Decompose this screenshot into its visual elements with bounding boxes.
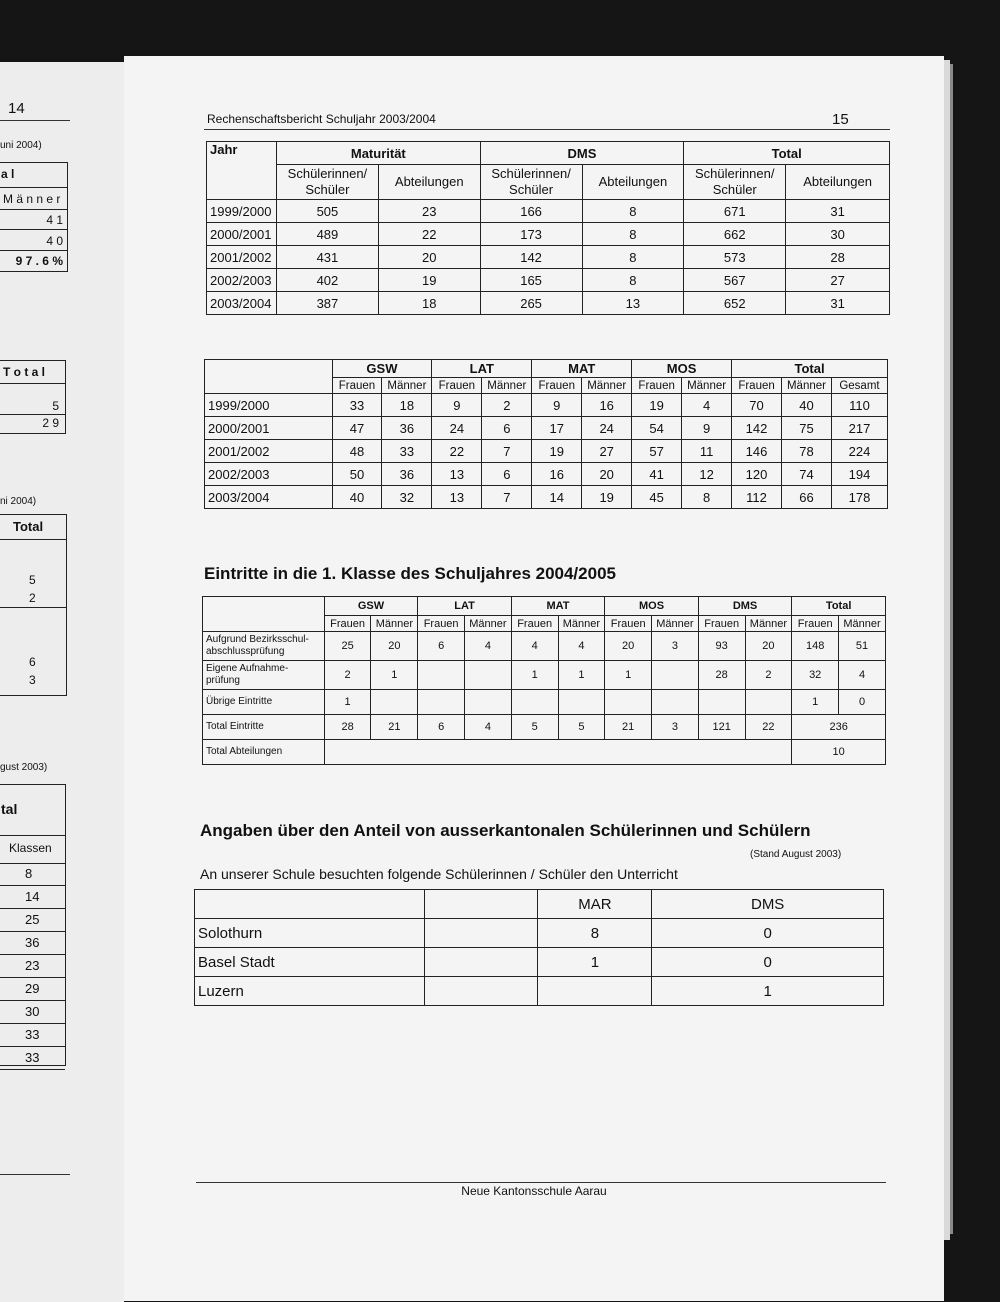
column-header (195, 890, 425, 919)
table-cell: 57 (632, 440, 682, 463)
stand-note: (Stand August 2003) (750, 849, 842, 860)
table-row (205, 440, 888, 463)
section-title-ausserkantonal: Angaben über den Anteil von ausserkantonalen Schülerinnen und Schülern (200, 821, 811, 840)
table-ausserkantonal (194, 889, 884, 1006)
table-cell: 505 (276, 200, 378, 223)
left-table-4 (0, 784, 66, 1066)
table-row (195, 977, 884, 1006)
table-cell: 6 (482, 417, 532, 440)
table-cell (465, 661, 512, 690)
group-total: Total (684, 142, 890, 165)
subheader-cell: Schülerinnen/ Schüler (276, 165, 378, 200)
table-cell: 27 (786, 269, 890, 292)
table-cell: 1 (558, 661, 605, 690)
left-klassen-value: 29 (0, 978, 65, 1001)
subheader-cell: Frauen (432, 378, 482, 394)
table-cell: 8 (582, 200, 684, 223)
table-cell: 27 (582, 440, 632, 463)
total-cell: 236 (792, 715, 886, 740)
table-cell: Solothurn (195, 919, 425, 948)
table-cell: 24 (432, 417, 482, 440)
table-cell: 3 (652, 632, 699, 661)
table-cell: 142 (732, 417, 782, 440)
table-cell: 2003/2004 (207, 292, 277, 315)
table-cell: 7 (482, 486, 532, 509)
subheader-cell: Abteilungen (378, 165, 480, 200)
table-row (207, 292, 890, 315)
table-cell: 146 (732, 440, 782, 463)
table-cell: 17 (532, 417, 582, 440)
left-footer-rule (0, 1174, 70, 1175)
subheader-cell: Schülerinnen/ Schüler (684, 165, 786, 200)
table-cell: 2000/2001 (205, 417, 333, 440)
table-cell: 8 (682, 486, 732, 509)
subheader-cell: Frauen (511, 616, 558, 632)
left-facing-page (0, 62, 124, 1302)
table-cell: 178 (831, 486, 887, 509)
row-label: Total Eintritte (203, 715, 325, 740)
footer-rule (196, 1182, 886, 1183)
table-abteilungen-geschlecht (204, 359, 888, 509)
group-header: GSW (332, 360, 432, 378)
table-cell: 1999/2000 (205, 394, 333, 417)
left-text: uni 2004) (0, 140, 42, 151)
left-klassen-value: 36 (0, 932, 65, 955)
table-row (207, 223, 890, 246)
subheader-cell: Frauen (632, 378, 682, 394)
subheader-cell: Frauen (792, 616, 839, 632)
left-text: 4 0 (46, 234, 63, 248)
table-cell: 45 (632, 486, 682, 509)
table-cell: 19 (632, 394, 682, 417)
table-cell: 4 (558, 632, 605, 661)
table-cell (424, 977, 538, 1006)
footer-text: Neue Kantonsschule Aarau (461, 1184, 607, 1198)
table-cell (745, 690, 792, 715)
table-cell: 8 (538, 919, 652, 948)
table-cell: 265 (480, 292, 582, 315)
subheader-cell: Frauen (324, 616, 371, 632)
table-cell: 23 (378, 200, 480, 223)
table-cell: 4 (465, 632, 512, 661)
table-cell: 2001/2002 (207, 246, 277, 269)
subheader-cell: Gesamt (831, 378, 887, 394)
table-cell: 5 (511, 715, 558, 740)
table-cell: 0 (652, 919, 884, 948)
table-cell: 28 (324, 715, 371, 740)
subheader-cell: Abteilungen (582, 165, 684, 200)
table-cell: 1 (371, 661, 418, 690)
table-cell: 32 (382, 486, 432, 509)
section-intro: An unserer Schule besuchten folgende Schülerinnen / Schüler den Unterricht (200, 866, 678, 882)
table-cell: 47 (332, 417, 382, 440)
table-cell: 120 (732, 463, 782, 486)
total-cell: 10 (792, 740, 886, 765)
subheader-cell: Männer (682, 378, 732, 394)
left-klassen-value: 30 (0, 1001, 65, 1024)
subheader-cell: Männer (382, 378, 432, 394)
subheader-cell: Männer (482, 378, 532, 394)
table-cell: 24 (582, 417, 632, 440)
table-cell: 22 (432, 440, 482, 463)
table-cell: 20 (745, 632, 792, 661)
table-cell: 8 (582, 223, 684, 246)
table-cell: 1 (792, 690, 839, 715)
left-text: 2 (29, 591, 36, 605)
group-maturitaet: Maturität (276, 142, 480, 165)
left-klassen-value: 33 (0, 1024, 65, 1047)
subheader-cell: Frauen (418, 616, 465, 632)
row-label: Übrige Eintritte (203, 690, 325, 715)
table-cell (511, 690, 558, 715)
table-cell: 6 (482, 463, 532, 486)
table-cell: 19 (582, 486, 632, 509)
table-cell: 36 (382, 463, 432, 486)
table-cell: 16 (582, 394, 632, 417)
table-cell: 671 (684, 200, 786, 223)
page-edge-shadow (950, 64, 953, 1234)
table-cell: 51 (839, 632, 886, 661)
section-title-eintritte: Eintritte in die 1. Klasse des Schuljahres 2004/2005 (204, 564, 616, 583)
table-cell: 112 (732, 486, 782, 509)
table-row (207, 246, 890, 269)
left-text: tal (1, 801, 18, 817)
left-text: Klassen (9, 841, 52, 855)
row-label: Total Abteilungen (203, 740, 325, 765)
table-cell: 567 (684, 269, 786, 292)
table-cell: 48 (332, 440, 382, 463)
left-text: 3 (29, 673, 36, 687)
table-cell: Luzern (195, 977, 425, 1006)
table-cell: 9 (432, 394, 482, 417)
column-header: MAR (538, 890, 652, 919)
table-cell: 173 (480, 223, 582, 246)
left-table-2 (0, 360, 66, 434)
table-cell: 93 (698, 632, 745, 661)
group-header: MOS (605, 597, 699, 616)
table-cell: 21 (371, 715, 418, 740)
table-cell (465, 690, 512, 715)
subheader-cell: Männer (465, 616, 512, 632)
table-cell: 13 (432, 463, 482, 486)
table-cell: 1 (652, 977, 884, 1006)
table-cell: 166 (480, 200, 582, 223)
table-cell: 18 (382, 394, 432, 417)
group-header: LAT (418, 597, 512, 616)
table-cell: 662 (684, 223, 786, 246)
table-cell: 121 (698, 715, 745, 740)
page-15 (124, 56, 944, 1301)
left-klassen-value: 8 (0, 863, 65, 886)
col-jahr: Jahr (207, 142, 277, 200)
table-cell: 13 (582, 292, 684, 315)
table-cell: 2 (324, 661, 371, 690)
table-cell: 1 (605, 661, 652, 690)
subheader-cell: Frauen (605, 616, 652, 632)
table-cell: 652 (684, 292, 786, 315)
left-text: 9 7 . 6 % (15, 254, 63, 268)
table-cell: 32 (792, 661, 839, 690)
table-cell: 2003/2004 (205, 486, 333, 509)
table-cell: 20 (378, 246, 480, 269)
table-row (205, 463, 888, 486)
table-cell: 4 (511, 632, 558, 661)
table-cell: 8 (582, 269, 684, 292)
table-cell: 3 (652, 715, 699, 740)
table-cell: 148 (792, 632, 839, 661)
table-cell: 16 (532, 463, 582, 486)
subheader-cell: Frauen (698, 616, 745, 632)
subheader-cell: Männer (745, 616, 792, 632)
table-cell: 9 (682, 417, 732, 440)
table-cell: 20 (582, 463, 632, 486)
group-header: Total (792, 597, 886, 616)
table-cell (371, 690, 418, 715)
table-cell: 1 (511, 661, 558, 690)
table-cell: 75 (782, 417, 832, 440)
table-cell: 0 (652, 948, 884, 977)
row-label: Eigene Aufnahme-prüfung (203, 661, 325, 690)
table-cell: 33 (332, 394, 382, 417)
table-cell: 1 (538, 948, 652, 977)
left-page-number: 14 (8, 100, 25, 117)
table-cell: 4 (465, 715, 512, 740)
table-cell: 165 (480, 269, 582, 292)
table-cell: 74 (782, 463, 832, 486)
left-text: 5 (52, 399, 59, 413)
group-header: LAT (432, 360, 532, 378)
table-cell (652, 661, 699, 690)
left-table-3 (0, 514, 67, 696)
table-cell: 20 (605, 632, 652, 661)
table-row (207, 269, 890, 292)
left-klassen-value: 33 (0, 1047, 65, 1070)
subheader-cell: Frauen (532, 378, 582, 394)
column-header (424, 890, 538, 919)
left-text: gust 2003) (0, 762, 48, 773)
table-cell: 6 (418, 715, 465, 740)
table-cell: 1999/2000 (207, 200, 277, 223)
table-cell: 1 (324, 690, 371, 715)
table-cell: 22 (745, 715, 792, 740)
table-row (203, 715, 886, 740)
left-text: 5 (29, 573, 36, 587)
header-page-number: 15 (832, 111, 849, 128)
table-cell: 0 (839, 690, 886, 715)
table-cell: 142 (480, 246, 582, 269)
header-rule (204, 129, 890, 130)
left-text: Total (13, 519, 44, 534)
table-cell: 2001/2002 (205, 440, 333, 463)
table-cell (558, 690, 605, 715)
table-cell: 11 (682, 440, 732, 463)
subheader-cell: Frauen (732, 378, 782, 394)
table-cell: 194 (831, 463, 887, 486)
table-cell (605, 690, 652, 715)
table-maturitaet-dms (206, 141, 890, 315)
table-row (205, 486, 888, 509)
table-row (205, 394, 888, 417)
table-cell: 54 (632, 417, 682, 440)
table-cell (698, 690, 745, 715)
table-cell: 19 (532, 440, 582, 463)
table-row (203, 740, 886, 765)
table-cell: 31 (786, 292, 890, 315)
table-cell: 40 (782, 394, 832, 417)
empty-cell (324, 740, 792, 765)
table-row (205, 417, 888, 440)
left-text: 6 (29, 655, 36, 669)
table-cell: 41 (632, 463, 682, 486)
table-cell: 4 (682, 394, 732, 417)
table-cell: 21 (605, 715, 652, 740)
table-row (203, 661, 886, 690)
left-klassen-value: 14 (0, 886, 65, 909)
table-cell: 217 (831, 417, 887, 440)
table-cell: 431 (276, 246, 378, 269)
subheader-cell: Männer (839, 616, 886, 632)
group-header: GSW (324, 597, 418, 616)
subheader-cell: Männer (782, 378, 832, 394)
group-header: MAT (511, 597, 605, 616)
table-cell: 70 (732, 394, 782, 417)
table-cell (424, 919, 538, 948)
group-header: Total (732, 360, 888, 378)
table-cell (418, 661, 465, 690)
table-cell: 20 (371, 632, 418, 661)
column-header: DMS (652, 890, 884, 919)
table-cell: 36 (382, 417, 432, 440)
table-cell: 14 (532, 486, 582, 509)
table-cell: 18 (378, 292, 480, 315)
header-title: Rechenschaftsbericht Schuljahr 2003/2004 (207, 112, 436, 126)
left-text: 4 1 (46, 213, 63, 227)
table-cell (538, 977, 652, 1006)
table-cell: 2 (745, 661, 792, 690)
table-cell: 19 (378, 269, 480, 292)
group-dms: DMS (480, 142, 684, 165)
left-text: 2 9 (42, 416, 59, 430)
table-cell: 2002/2003 (207, 269, 277, 292)
subheader-cell: Männer (582, 378, 632, 394)
table-eintritte (202, 596, 886, 765)
group-header: DMS (698, 597, 792, 616)
left-klassen-value: 23 (0, 955, 65, 978)
table-cell: 28 (698, 661, 745, 690)
subheader-cell: Frauen (332, 378, 382, 394)
table-cell: 110 (831, 394, 887, 417)
row-label: Aufgrund Bezirksschul-abschlussprüfung (203, 632, 325, 661)
table-cell (424, 948, 538, 977)
table-cell: 5 (558, 715, 605, 740)
subheader-cell: Männer (652, 616, 699, 632)
table-cell: 25 (324, 632, 371, 661)
table-cell: 2 (482, 394, 532, 417)
table-cell: 224 (831, 440, 887, 463)
table-cell: 6 (418, 632, 465, 661)
group-header: MOS (632, 360, 732, 378)
left-table-1 (0, 162, 68, 272)
table-cell: 7 (482, 440, 532, 463)
table-cell: 4 (839, 661, 886, 690)
table-cell: 2002/2003 (205, 463, 333, 486)
table-cell: 30 (786, 223, 890, 246)
group-header: MAT (532, 360, 632, 378)
table-cell: 387 (276, 292, 378, 315)
table-row (203, 690, 886, 715)
table-row (195, 919, 884, 948)
table-cell: 78 (782, 440, 832, 463)
table-row (195, 948, 884, 977)
left-header-rule (0, 120, 70, 121)
left-text: ni 2004) (0, 496, 37, 507)
subheader-cell: Männer (371, 616, 418, 632)
left-text: a l (1, 167, 15, 181)
table-cell: 50 (332, 463, 382, 486)
table-cell: 489 (276, 223, 378, 246)
table-cell: 40 (332, 486, 382, 509)
table-cell: 402 (276, 269, 378, 292)
table-row (207, 200, 890, 223)
table-cell: 28 (786, 246, 890, 269)
table-cell (418, 690, 465, 715)
table-cell: 22 (378, 223, 480, 246)
left-text: M ä n n e r (3, 192, 61, 206)
table-row (203, 632, 886, 661)
table-cell: 573 (684, 246, 786, 269)
table-cell: 33 (382, 440, 432, 463)
table-cell: 9 (532, 394, 582, 417)
table-cell: 13 (432, 486, 482, 509)
table-cell (652, 690, 699, 715)
table-cell: Basel Stadt (195, 948, 425, 977)
left-klassen-value: 25 (0, 909, 65, 932)
table-cell: 12 (682, 463, 732, 486)
table-cell: 8 (582, 246, 684, 269)
subheader-cell: Schülerinnen/ Schüler (480, 165, 582, 200)
table-cell: 66 (782, 486, 832, 509)
table-cell: 2000/2001 (207, 223, 277, 246)
subheader-cell: Abteilungen (786, 165, 890, 200)
left-klassen-list (0, 863, 65, 1070)
left-text: T o t a l (3, 365, 45, 379)
table-cell: 31 (786, 200, 890, 223)
subheader-cell: Männer (558, 616, 605, 632)
